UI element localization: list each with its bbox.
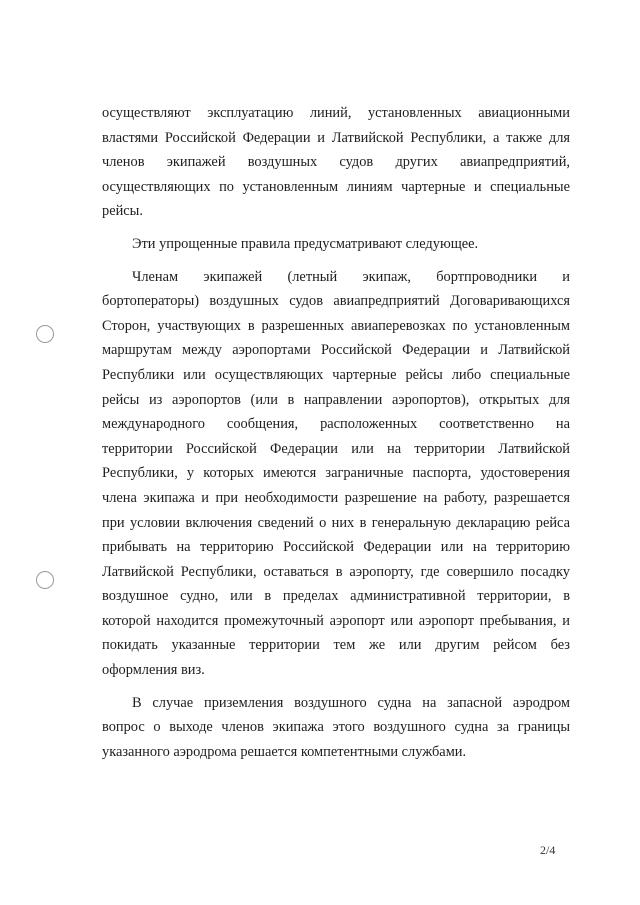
text-line: которой находится промежуточный аэропорт или аэропорт пребывания, и bbox=[102, 612, 570, 629]
text-line: прибывать на территорию Российской Федерации или на территорию bbox=[102, 539, 570, 556]
text-line: осуществляющих по установленным линиям чартерные и специальные bbox=[102, 178, 570, 195]
text-line: членов экипажей воздушных судов других авиапредприятий, bbox=[102, 154, 570, 171]
text-line: Латвийской Республики, оставаться в аэропорту, где совершило посадку bbox=[102, 563, 570, 580]
text-line: указанного аэродрома решается компетентными службами. bbox=[102, 743, 467, 760]
text-line: международного сообщения, расположенных соответственно на bbox=[102, 416, 570, 433]
text-line: властями Российской Федерации и Латвийской Республики, а также для bbox=[102, 129, 570, 146]
text-line: Республики или осуществляющих чартерные рейсы либо специальные bbox=[102, 366, 570, 383]
text-line: рейсы. bbox=[102, 203, 143, 220]
text-line: покидать указанные территории тем же или другим рейсом без bbox=[102, 637, 570, 654]
punch-hole bbox=[36, 325, 54, 343]
page-number: 2/4 bbox=[540, 843, 556, 857]
document-body bbox=[102, 101, 570, 764]
text-line: члена экипажа и при необходимости разрешение на работу, разрешается bbox=[102, 489, 570, 506]
text-line: маршрутам между аэропортами Российской Федерации и Латвийской bbox=[102, 342, 570, 359]
text-line: Членам экипажей (летный экипаж, бортпроводники и bbox=[132, 268, 570, 285]
text-line: рейсы из аэропортов (или в направлении аэропортов), открытых для bbox=[102, 391, 570, 408]
text-line: Республики, у которых имеются заграничные паспорта, удостоверения bbox=[102, 465, 570, 482]
text-line: В случае приземления воздушного судна на запасной аэродром bbox=[132, 694, 570, 711]
text-line: территории Российской Федерации или на территории Латвийской bbox=[102, 440, 570, 457]
punch-hole bbox=[36, 571, 54, 589]
text-line: вопрос о выходе членов экипажа этого воздушного судна за границы bbox=[102, 719, 570, 736]
text-line: осуществляют эксплуатацию линий, установленных авиационными bbox=[102, 105, 570, 121]
text-line: Эти упрощенные правила предусматривают следующее. bbox=[132, 235, 479, 252]
text-line: оформления виз. bbox=[102, 662, 205, 679]
text-line: бортоператоры) воздушных судов авиапредприятий Договаривающихся bbox=[102, 293, 570, 310]
text-line: при условии включения сведений о них в генеральную декларацию рейса bbox=[102, 514, 570, 531]
text-line: Сторон, участвующих в разрешенных авиаперевозках по установленным bbox=[102, 317, 570, 334]
text-line: воздушное судно, или в пределах административной территории, в bbox=[102, 588, 570, 605]
